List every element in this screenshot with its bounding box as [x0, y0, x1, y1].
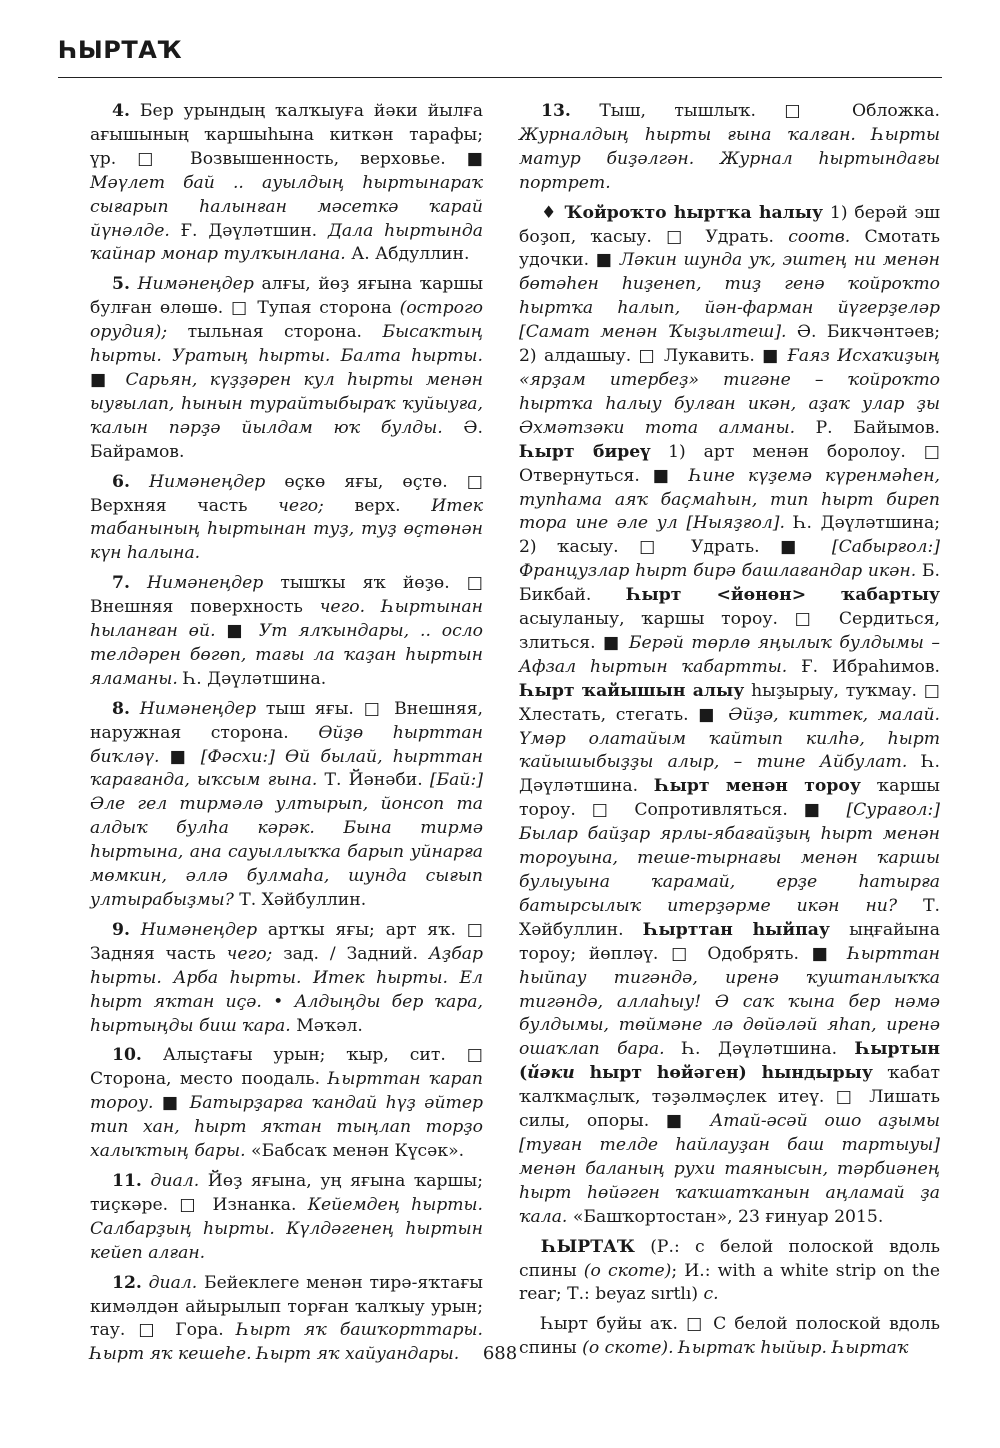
- source: Ғ. Ибраһимов.: [787, 656, 940, 677]
- entry-headword: ҺЫРТАҠ: [541, 1236, 635, 1257]
- example: Һырттан ҡарап тороу.: [90, 1069, 483, 1114]
- sense-number: 13.: [541, 101, 571, 121]
- source: Мәҡәл.: [290, 1015, 363, 1036]
- definition: һыҙырыу, туҡмау. □ Хлестать, стегать. ■: [519, 680, 940, 725]
- mark: ■: [159, 746, 201, 767]
- definition: тыльная сторона.: [167, 322, 383, 343]
- example: Һыртынан һыланған өй.: [90, 597, 483, 642]
- example: Бысаҡтың һырты. Уратың һырты. Балта һырты.: [90, 322, 483, 367]
- source: Т. Йәнәби.: [317, 770, 430, 791]
- sense-number: 7.: [112, 573, 130, 594]
- sense-13: [519, 100, 940, 196]
- example: Алдыңды бер ҡара, һыртыңды биш ҡара.: [90, 991, 483, 1036]
- definition: ҡабат ҡалҡмаҫлыҡ, тәҙәлмәҫлек итеү. □ Лишать силы, опоры. ■: [519, 1063, 940, 1132]
- mark: ■: [90, 369, 126, 390]
- sense-9: [90, 919, 483, 1039]
- definition: Һырт буйы аҡ. □ С белой полоской вдоль спины: [519, 1314, 940, 1359]
- source: «Бабсаҡ менән Күсәк».: [245, 1141, 465, 1162]
- running-head: ҺЫРТАҠ: [58, 36, 183, 64]
- example: Һыртаҡ һыйыр. Һыртаҡ: [673, 1338, 909, 1359]
- left-column: [90, 100, 483, 1373]
- idiom-headword: Һырт биреү: [519, 441, 651, 462]
- sense-5: [90, 273, 483, 464]
- sense-number: 5.: [112, 274, 130, 295]
- definition: алғы, йөҙ яғына ҡаршы булған өлөшө. □ Тупая сторона: [90, 274, 484, 319]
- definition: зад. / Задний.: [272, 943, 429, 964]
- right-column: [519, 100, 940, 1367]
- sense-10: [90, 1044, 483, 1164]
- source: Б. Бикбай.: [519, 561, 940, 606]
- sense-number: 11.: [112, 1170, 142, 1191]
- example: [Фәсхи:] Өй былай, һырттан ҡарағанда, ыҡсым ғына.: [90, 746, 483, 791]
- sense-number: 8.: [112, 698, 130, 719]
- definition: Смотать удочки. ■: [519, 226, 941, 271]
- gloss: чего;: [278, 495, 324, 516]
- idiom-headword: Һырт ҡайышын алыу: [519, 680, 745, 701]
- gloss: (острого орудия);: [90, 298, 483, 343]
- gloss: соотв.: [788, 226, 851, 247]
- example: [Сурағол:] Былар байҙар ярлы-ябағайҙың һырт менән тороуына, теше-тырнағы менән ҡаршы булыуына ҡарамай, ерҙе һатырға батырсылыҡ итерҙәрме икән ни?: [519, 800, 940, 916]
- gloss: (о скоте).: [582, 1338, 674, 1359]
- definition: Бер урындың ҡалҡыуға йәки йылға ағышының ҡаршыһына киткән тарафы; үр. □ Возвышенность, верховье. ■: [90, 101, 483, 169]
- example: Һырт яҡ башҡорттары. Һырт яҡ кешеһе. Һырт яҡ хайуандары.: [90, 1320, 483, 1365]
- part-of-speech: с.: [703, 1284, 719, 1305]
- example: [Бай:] Әле гел тирмәлә ултырып, йонсоп та алдыҡ булһа кәрәк. Бына тирмә һыртына, ана сауыллыҡҡа барып уйнарға мөмкин, әллә булмаһа, шунда сығып ултырабыҙмы?: [90, 770, 483, 910]
- example: Батырҙарға ҡандай һүҙ әйтер тип хан, һырт яҡтан тыңлап торҙо халыҡтың бары.: [90, 1093, 483, 1162]
- definition: Алыҫтағы урын; ҡыр, сит. □ Сторона, место поодаль.: [90, 1045, 483, 1090]
- example: Журналдың һырты ғына ҡалған. Һырты матур биҙәлгән. Журнал һыртындағы портрет.: [519, 124, 940, 193]
- source: «Башҡортостан», 23 ғинуар 2015.: [567, 1206, 884, 1227]
- source: Т. Хәйбуллин.: [519, 895, 940, 940]
- example: Ут ялҡындары, .. осло телдәрен бөгөп, тағы ла ҡаҙан һыртын яламаны.: [90, 621, 484, 689]
- sense-11: [90, 1170, 483, 1266]
- definition: тышҡы яҡ йөҙө. □ Внешняя поверхность: [90, 573, 483, 618]
- source: А. Абдуллин.: [345, 244, 470, 265]
- source: Ғ. Дәүләтшин.: [169, 220, 328, 241]
- lead: Нимәнеңдер: [129, 698, 257, 719]
- definition: асыуланыу, ҡаршы тороу. □ Сердиться, злиться. ■: [519, 609, 940, 653]
- example: Сарьян, күҙҙәрен кул һырты менән ыуғылап, һынын турайтыбыраҡ ҡуйыуға, ҡалын пәрҙә йылдам юҡ булды.: [90, 369, 483, 438]
- lead: Нимәнеңдер: [129, 471, 266, 492]
- sense-number: 9.: [112, 919, 130, 940]
- lead: диал.: [141, 1170, 200, 1191]
- source: Һ. Дәүләтшина; 2) ҡасыу. □ Удрать. ■: [519, 513, 940, 558]
- definition: Тыш, тышлыҡ. □ Обложка.: [570, 101, 940, 121]
- lead: Нимәнеңдер: [129, 919, 258, 940]
- phraseology-block: [519, 202, 940, 1230]
- gloss: чего.: [319, 597, 366, 618]
- definition: Бейеклеге менән тирә-яҡтағы кимәлдән айырылып торған ҡалҡыу урын; тау. □ Гора.: [90, 1272, 483, 1341]
- lead: Нимәнеңдер: [129, 274, 254, 295]
- mark: ■: [153, 1093, 190, 1114]
- definition: 1) арт менән боролоу. □ Отвернуться. ■: [519, 441, 940, 486]
- source: Ә. Бикчәнтәев; 2) алдашыу. □ Лукавить. ■: [519, 322, 940, 367]
- definition: артҡы яғы; арт яҡ. □ Задняя часть: [90, 919, 484, 964]
- gloss: чего;: [226, 943, 273, 964]
- definition: ыңғайына тороу; йөпләү. □ Одобрять. ■: [519, 919, 941, 964]
- source: Һ. Дәүләтшина.: [664, 1039, 855, 1060]
- diamond-icon: ♦: [541, 202, 565, 223]
- source: Ә. Байрамов.: [90, 417, 483, 462]
- etymology: (Р.: с белой полоской вдоль спины: [519, 1236, 940, 1281]
- sense-number: 12.: [112, 1272, 142, 1293]
- idiom-headword: Һыртын (: [519, 1039, 940, 1084]
- idiom-headword: Һырттан һыйпау: [642, 919, 830, 940]
- example: Өйҙө һырттан биҡләү.: [90, 722, 483, 767]
- sense-4: [90, 100, 483, 267]
- example: Һырттан һыйпау тигәндә, иренә ҡуштанлыҡҡа тигәндә, аллаһыу! Ә саҡ ҡына бер нәмә булдымы, төймәне лә дөйәләй яһап, иренә ошаҡлап бара.: [519, 943, 940, 1060]
- definition: өҫкө яғы, өҫтө. □ Верхняя часть: [90, 471, 484, 516]
- page-number: 688: [482, 1343, 518, 1364]
- source: Һ. Дәүләтшина.: [519, 752, 940, 797]
- source: Р. Байымов.: [795, 417, 940, 438]
- header-rule: [58, 77, 942, 78]
- example: Мәүлет бай .. ауылдың һыртынараҡ сығарып һалынған мәсеткә ҡарай йүнәлде.: [90, 172, 483, 241]
- example: Аҙбар һырты. Арба һырты. Итек һырты. Ел һырт яҡтан иҫә.: [90, 943, 483, 1012]
- sense-number: 10.: [112, 1045, 142, 1066]
- definition: Йөҙ яғына, уң яғына ҡаршы; тиҫкәре. □ Изнанка.: [90, 1170, 483, 1215]
- lead: диал.: [141, 1272, 198, 1293]
- example: Ғаяз Исхаҡиҙың «ярҙам итербеҙ» тигәне – ҡойроҡто һыртҡа һалыу булған икән, аҙаҡ улар ҙы Әхмәтзәки тота алманы.: [519, 346, 940, 438]
- gloss: (о скоте): [583, 1260, 672, 1281]
- mark: ■: [215, 621, 259, 642]
- example: Әйҙә, киттек, малай. Үмәр олатайым ҡайтып килһә, һырт ҡайышыбыҙҙы алыр, – тине Айбулат.: [519, 704, 940, 773]
- idiom-headword: һырт һөйәген) һындырыу: [574, 1063, 873, 1084]
- definition: верх.: [323, 495, 432, 516]
- idiom-headword: Һырт менән тороу: [653, 776, 861, 797]
- example: [Сабырғол:] Французлар һырт бирә башлағандар икән.: [519, 537, 940, 582]
- example: Һине күҙемә күренмәһен, тупһама аяҡ баҫмаһын, тип һырт биреп тора ине әле ул [Ныяҙғол].: [519, 465, 941, 534]
- example: Итек табанының һыртынан туҙ, туҙ өҫтөнән күн һалына.: [90, 495, 484, 564]
- sense-number: 6.: [112, 471, 130, 492]
- sense-8: [90, 698, 483, 913]
- idiom-headword-variant: йәки: [527, 1063, 575, 1084]
- sense-number: 4.: [112, 101, 130, 121]
- example: Кейемдең һырты. Салбарҙың һырты. Күлдәгенең һыртын кейеп алған.: [90, 1194, 483, 1263]
- entry-headword-block: [519, 1236, 940, 1308]
- sense-7: [90, 572, 483, 692]
- proverb-bullet: •: [261, 991, 295, 1012]
- sense-6: [90, 471, 483, 567]
- definition: ҡаршы тороу. □ Сопротивляться. ■: [519, 776, 940, 821]
- example: Берәй төрлө яңылыҡ булдымы – Афзал һыртын ҡабартты.: [519, 632, 941, 677]
- etymology: ; И.: with a white strip on the rear; Т.: beyaz sırtlı): [519, 1260, 941, 1305]
- source: Һ. Дәүләтшина.: [177, 668, 327, 689]
- idiom-headword: Ҡойроҡто һыртҡа һалыу: [564, 202, 824, 223]
- idiom-headword: Һырт <йөнөн> ҡабартыу: [625, 585, 940, 606]
- definition: тыш яғы. □ Внешняя, наружная сторона.: [90, 698, 483, 743]
- example: Ләкин шунда уҡ, эштең ни менән бөтәһен һиҙенеп, тиҙ генә ҡойроҡто һыртҡа һалып, йән-фарман йүгерҙеләр [Самат менән Ҡыҙылтеш].: [519, 250, 940, 343]
- source: Т. Хәйбуллин.: [233, 890, 367, 910]
- example: Дала һыртында ҡайнар монар тулҡынлана.: [90, 220, 484, 265]
- lead: Нимәнеңдер: [129, 573, 264, 594]
- example: Атай-әсәй ошо аҙымы [туған телде һайлауҙан баш тартыуы] менән баланың рухи таянысын, тәрбиәнең һырт һөйәген ҡаҡшатҡанын аңламай ҙа ҡала.: [519, 1111, 940, 1227]
- definition: 1) берәй эш боҙоп, ҡасыу. □ Удрать.: [519, 202, 940, 247]
